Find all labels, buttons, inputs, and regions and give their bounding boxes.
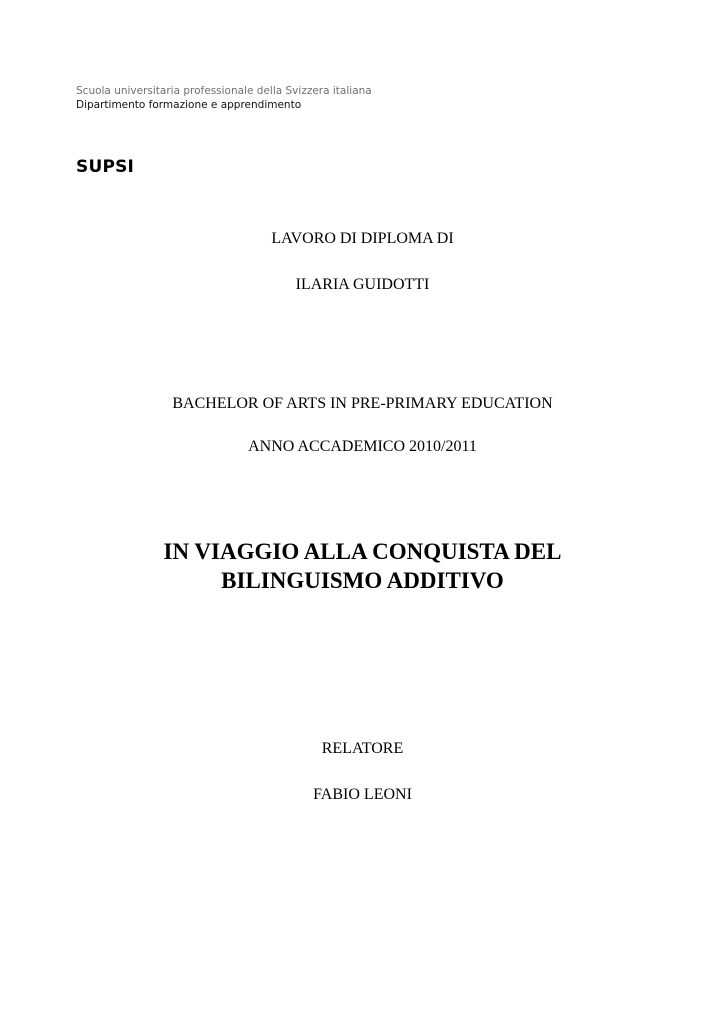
advisor-name: FABIO LEONI (313, 786, 412, 803)
author-name: ILARIA GUIDOTTI (295, 276, 430, 293)
advisor-label: RELATORE (321, 740, 404, 757)
thesis-title-line-1: IN VIAGGIO ALLA CONQUISTA DEL (163, 539, 562, 564)
thesis-title-line-2: BILINGUISMO ADDITIVO (221, 568, 504, 593)
department-name: Dipartimento formazione e apprendimento (76, 99, 302, 111)
institution-header (76, 84, 372, 112)
academic-year-line: ANNO ACCADEMICO 2010/2011 (248, 438, 477, 455)
thesis-type-line: LAVORO DI DIPLOMA DI (271, 230, 454, 247)
degree-line: BACHELOR OF ARTS IN PRE-PRIMARY EDUCATION (172, 395, 553, 412)
supsi-logo: SUPSI (76, 157, 135, 177)
institution-name: Scuola universitaria professionale della Svizzera italiana (76, 85, 372, 97)
thesis-title (0, 537, 725, 595)
